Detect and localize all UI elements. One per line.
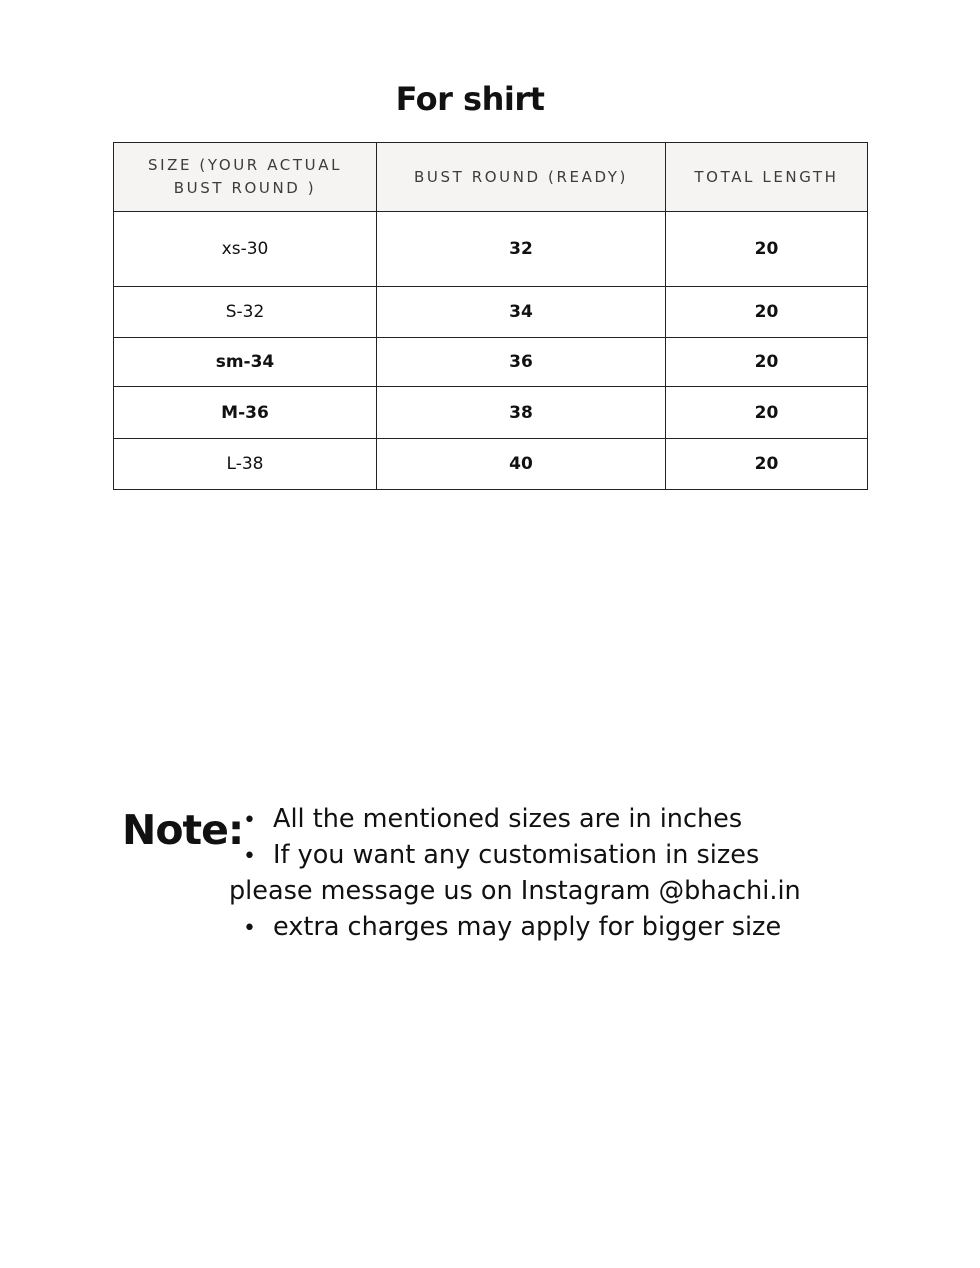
bust-cell: 36 — [377, 338, 666, 387]
note-label: Note: — [122, 806, 244, 854]
table-header-row — [114, 143, 868, 212]
length-cell: 20 — [666, 439, 868, 490]
column-header-total-length: TOTAL LENGTH — [666, 143, 868, 212]
size-cell: xs-30 — [114, 212, 377, 287]
column-header-size-line-1: SIZE (YOUR ACTUAL — [147, 156, 343, 174]
bust-cell: 40 — [377, 439, 666, 490]
note-bullet-item — [243, 801, 742, 839]
bust-cell: 34 — [377, 287, 666, 338]
table-row — [114, 439, 868, 490]
column-header-bust-round: BUST ROUND (READY) — [377, 143, 666, 212]
size-cell: sm-34 — [114, 338, 377, 387]
size-cell: M-36 — [114, 387, 377, 439]
length-cell: 20 — [666, 212, 868, 287]
size-cell: S-32 — [114, 287, 377, 338]
length-cell: 20 — [666, 287, 868, 338]
note-bullet-item — [243, 837, 759, 875]
bust-cell: 38 — [377, 387, 666, 439]
size-chart-table — [113, 142, 868, 490]
note-text: All the mentioned sizes are in inches — [273, 804, 743, 834]
bust-cell: 32 — [377, 212, 666, 287]
size-cell: L-38 — [114, 439, 377, 490]
bullet-icon: • — [243, 916, 256, 941]
bullet-icon: • — [243, 808, 256, 833]
bullet-icon: • — [243, 844, 256, 869]
note-continuation-line: please message us on Instagram @bhachi.in — [229, 876, 801, 906]
note-text: If you want any customisation in sizes — [273, 840, 760, 870]
column-header-size — [114, 143, 377, 212]
column-header-size-line-2: BUST ROUND ) — [173, 179, 317, 197]
note-text: extra charges may apply for bigger size — [273, 912, 782, 942]
table-row — [114, 387, 868, 439]
table-row — [114, 287, 868, 338]
table-row — [114, 338, 868, 387]
length-cell: 20 — [666, 338, 868, 387]
note-bullet-item — [243, 909, 781, 947]
page-title: For shirt — [395, 80, 545, 118]
length-cell: 20 — [666, 387, 868, 439]
table-row — [114, 212, 868, 287]
